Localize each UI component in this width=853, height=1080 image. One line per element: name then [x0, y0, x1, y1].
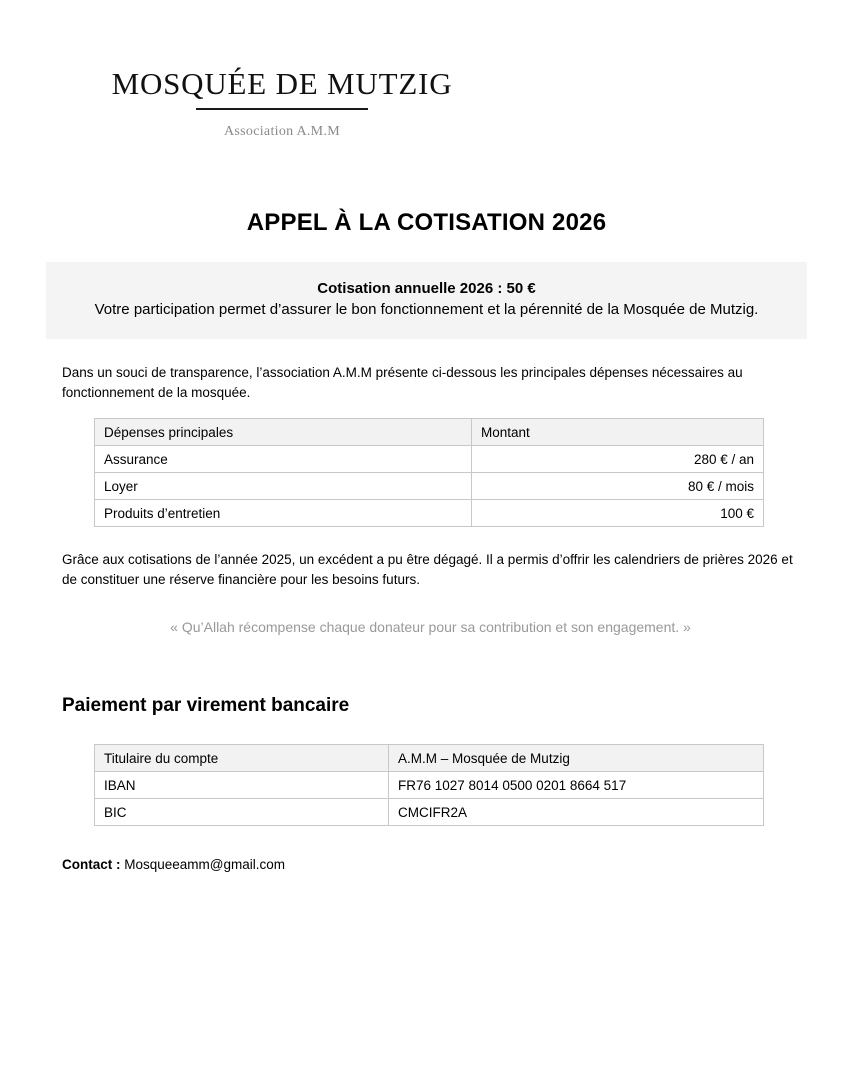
bank-field-label: Titulaire du compte — [95, 745, 389, 772]
expense-label: Assurance — [95, 446, 472, 473]
table-row — [95, 772, 764, 799]
callout-headline: Cotisation annuelle 2026 : 50 € — [317, 280, 536, 297]
page-title: APPEL À LA COTISATION 2026 — [246, 209, 607, 236]
surplus-paragraph: Grâce aux cotisations de l’année 2025, un excédent a pu être dégagé. Il a permis d’offrir les calendriers de prières 2026 et de constituer une réserve financière pour les besoins futurs. — [62, 552, 793, 587]
blessing-quote: « Qu’Allah récompense chaque donateur pour sa contribution et son engagement. » — [170, 619, 691, 635]
association-name: Association A.M.M — [224, 123, 340, 139]
table-header-row — [95, 419, 764, 446]
payment-section-heading: Paiement par virement bancaire — [62, 695, 350, 716]
bank-field-value: FR76 1027 8014 0500 0201 8664 517 — [389, 772, 764, 799]
expense-label: Loyer — [95, 473, 472, 500]
callout-body: Votre participation permet d’assurer le bon fonctionnement et la pérennité de la Mosquée de Mutzig. — [94, 301, 759, 319]
contact-line — [62, 857, 285, 872]
bank-field-label: BIC — [95, 799, 389, 826]
letterhead — [46, 66, 518, 140]
bank-field-value: A.M.M – Mosquée de Mutzig — [389, 745, 764, 772]
expense-amount: 100 € — [472, 500, 764, 527]
letterhead-divider — [196, 108, 368, 110]
organization-name: MOSQUÉE DE MUTZIG — [111, 66, 453, 101]
table-row — [95, 745, 764, 772]
intro-paragraph: Dans un souci de transparence, l’association A.M.M présente ci-dessous les principales dépenses nécessaires au fonctionnement de la mosquée. — [62, 365, 743, 400]
contact-label: Contact : — [62, 857, 121, 872]
column-header-expense: Dépenses principales — [95, 419, 472, 446]
table-row — [95, 446, 764, 473]
table-row — [95, 473, 764, 500]
table-row — [95, 799, 764, 826]
expense-amount: 80 € / mois — [472, 473, 764, 500]
expense-amount: 280 € / an — [472, 446, 764, 473]
table-row — [95, 500, 764, 527]
expense-label: Produits d’entretien — [95, 500, 472, 527]
bank-details-table — [94, 744, 764, 826]
bank-field-label: IBAN — [95, 772, 389, 799]
contact-email: Mosqueeamm@gmail.com — [124, 857, 286, 872]
expenses-table — [94, 418, 764, 527]
column-header-amount: Montant — [472, 419, 764, 446]
contribution-callout — [46, 262, 807, 339]
bank-field-value: CMCIFR2A — [389, 799, 764, 826]
